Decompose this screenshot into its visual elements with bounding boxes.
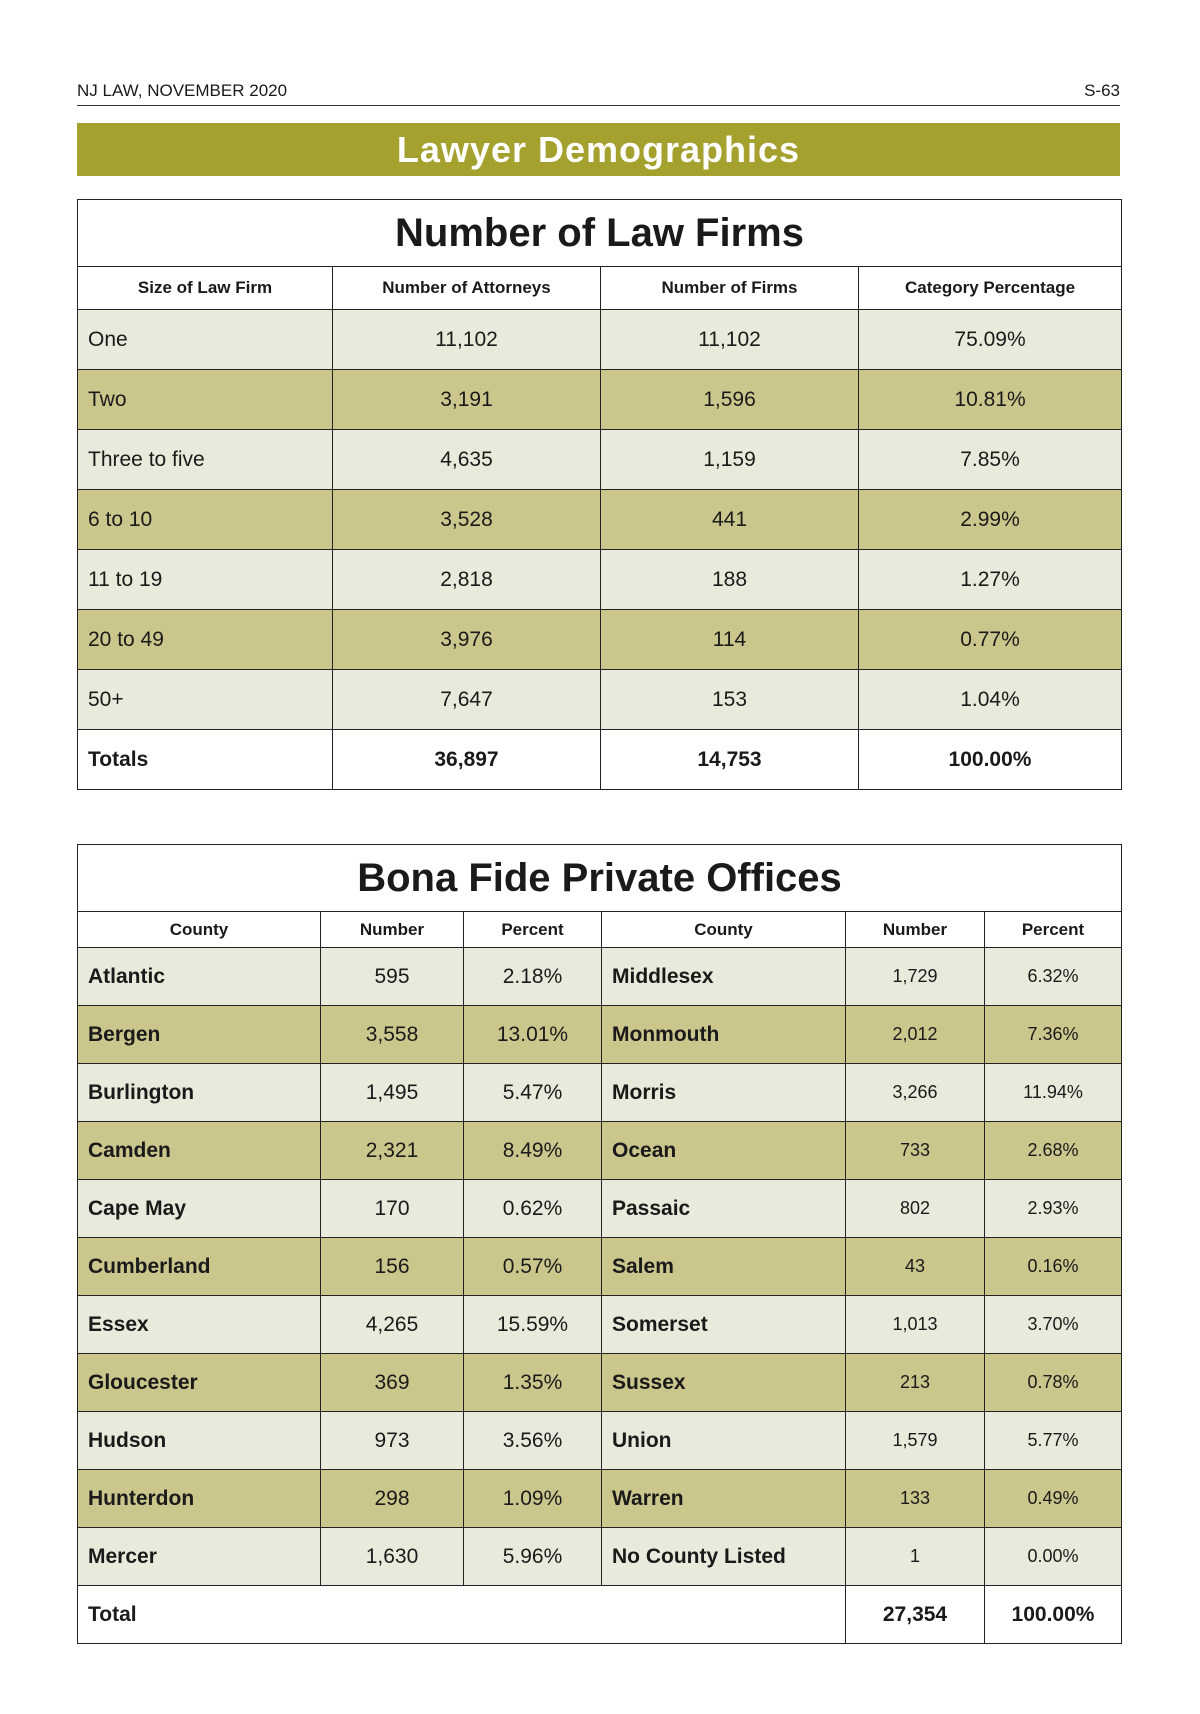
total-value: 14,753 <box>601 730 859 790</box>
value-cell: 298 <box>321 1470 464 1528</box>
totals-label: Totals <box>78 730 333 790</box>
value-cell: 1 <box>846 1528 985 1586</box>
value-cell: 1,596 <box>601 370 859 430</box>
firm-size-cell: 20 to 49 <box>78 610 333 670</box>
private-offices-title: Bona Fide Private Offices <box>78 845 1122 912</box>
value-cell: 11,102 <box>333 310 601 370</box>
column-header: Percent <box>985 912 1122 948</box>
value-cell: 2.18% <box>464 948 602 1006</box>
column-header: Percent <box>464 912 602 948</box>
section-banner: Lawyer Demographics <box>77 123 1120 176</box>
value-cell: 0.62% <box>464 1180 602 1238</box>
table-row <box>78 1528 1122 1586</box>
value-cell: 114 <box>601 610 859 670</box>
value-cell: 43 <box>846 1238 985 1296</box>
value-cell: 1,495 <box>321 1064 464 1122</box>
total-value: 36,897 <box>333 730 601 790</box>
value-cell: 3,976 <box>333 610 601 670</box>
column-header: Number <box>846 912 985 948</box>
county-name: Salem <box>602 1238 846 1296</box>
value-cell: 156 <box>321 1238 464 1296</box>
value-cell: 3.56% <box>464 1412 602 1470</box>
value-cell: 7.85% <box>859 430 1122 490</box>
column-header: County <box>78 912 321 948</box>
value-cell: 5.47% <box>464 1064 602 1122</box>
value-cell: 1.09% <box>464 1470 602 1528</box>
firm-size-cell: 50+ <box>78 670 333 730</box>
table-row <box>78 1180 1122 1238</box>
column-header: Category Percentage <box>859 267 1122 310</box>
value-cell: 973 <box>321 1412 464 1470</box>
county-name: Hunterdon <box>78 1470 321 1528</box>
county-name: Essex <box>78 1296 321 1354</box>
totals-label: Total <box>78 1586 846 1644</box>
value-cell: 3,191 <box>333 370 601 430</box>
county-name: Camden <box>78 1122 321 1180</box>
table-row <box>78 948 1122 1006</box>
total-value: 100.00% <box>859 730 1122 790</box>
table-row <box>78 1354 1122 1412</box>
value-cell: 5.77% <box>985 1412 1122 1470</box>
total-value: 100.00% <box>985 1586 1122 1644</box>
value-cell: 802 <box>846 1180 985 1238</box>
value-cell: 0.57% <box>464 1238 602 1296</box>
table-row <box>78 1412 1122 1470</box>
value-cell: 213 <box>846 1354 985 1412</box>
value-cell: 1,729 <box>846 948 985 1006</box>
county-name: Passaic <box>602 1180 846 1238</box>
table-row <box>78 1470 1122 1528</box>
county-name: Warren <box>602 1470 846 1528</box>
value-cell: 1.35% <box>464 1354 602 1412</box>
value-cell: 1.27% <box>859 550 1122 610</box>
value-cell: 8.49% <box>464 1122 602 1180</box>
value-cell: 2,012 <box>846 1006 985 1064</box>
value-cell: 2.93% <box>985 1180 1122 1238</box>
county-name: Somerset <box>602 1296 846 1354</box>
value-cell: 6.32% <box>985 948 1122 1006</box>
county-name: Burlington <box>78 1064 321 1122</box>
value-cell: 75.09% <box>859 310 1122 370</box>
value-cell: 13.01% <box>464 1006 602 1064</box>
value-cell: 595 <box>321 948 464 1006</box>
value-cell: 1,579 <box>846 1412 985 1470</box>
value-cell: 733 <box>846 1122 985 1180</box>
value-cell: 4,265 <box>321 1296 464 1354</box>
value-cell: 170 <box>321 1180 464 1238</box>
value-cell: 188 <box>601 550 859 610</box>
firm-size-cell: Two <box>78 370 333 430</box>
value-cell: 10.81% <box>859 370 1122 430</box>
firm-size-cell: 6 to 10 <box>78 490 333 550</box>
column-header: Number of Firms <box>601 267 859 310</box>
value-cell: 0.78% <box>985 1354 1122 1412</box>
table-row <box>78 1122 1122 1180</box>
value-cell: 11,102 <box>601 310 859 370</box>
value-cell: 3,528 <box>333 490 601 550</box>
table-row <box>78 430 1122 490</box>
table-row <box>78 310 1122 370</box>
table-row <box>78 370 1122 430</box>
table-row <box>78 1238 1122 1296</box>
publication-date: NJ LAW, NOVEMBER 2020 <box>77 81 288 100</box>
value-cell: 153 <box>601 670 859 730</box>
county-name: No County Listed <box>602 1528 846 1586</box>
county-name: Hudson <box>78 1412 321 1470</box>
value-cell: 369 <box>321 1354 464 1412</box>
value-cell: 3.70% <box>985 1296 1122 1354</box>
table-row <box>78 610 1122 670</box>
totals-row <box>78 730 1122 790</box>
value-cell: 1.04% <box>859 670 1122 730</box>
value-cell: 441 <box>601 490 859 550</box>
page-number: S-63 <box>1084 81 1120 100</box>
table-row <box>78 670 1122 730</box>
value-cell: 15.59% <box>464 1296 602 1354</box>
column-header: Number of Attorneys <box>333 267 601 310</box>
county-name: Morris <box>602 1064 846 1122</box>
value-cell: 1,013 <box>846 1296 985 1354</box>
value-cell: 3,558 <box>321 1006 464 1064</box>
law-firms-table <box>77 199 1122 790</box>
column-header: County <box>602 912 846 948</box>
value-cell: 4,635 <box>333 430 601 490</box>
value-cell: 1,630 <box>321 1528 464 1586</box>
value-cell: 0.77% <box>859 610 1122 670</box>
column-header: Number <box>321 912 464 948</box>
value-cell: 1,159 <box>601 430 859 490</box>
private-offices-table <box>77 844 1122 1644</box>
table-row <box>78 1006 1122 1064</box>
county-name: Cumberland <box>78 1238 321 1296</box>
law-firms-title: Number of Law Firms <box>78 200 1122 267</box>
page-header <box>77 81 1120 106</box>
value-cell: 11.94% <box>985 1064 1122 1122</box>
county-name: Monmouth <box>602 1006 846 1064</box>
totals-row <box>78 1586 1122 1644</box>
county-name: Gloucester <box>78 1354 321 1412</box>
value-cell: 2.68% <box>985 1122 1122 1180</box>
value-cell: 2,321 <box>321 1122 464 1180</box>
county-name: Bergen <box>78 1006 321 1064</box>
value-cell: 2,818 <box>333 550 601 610</box>
total-value: 27,354 <box>846 1586 985 1644</box>
county-name: Sussex <box>602 1354 846 1412</box>
value-cell: 7.36% <box>985 1006 1122 1064</box>
value-cell: 7,647 <box>333 670 601 730</box>
value-cell: 3,266 <box>846 1064 985 1122</box>
county-name: Cape May <box>78 1180 321 1238</box>
value-cell: 5.96% <box>464 1528 602 1586</box>
value-cell: 0.16% <box>985 1238 1122 1296</box>
value-cell: 133 <box>846 1470 985 1528</box>
county-name: Middlesex <box>602 948 846 1006</box>
table-row <box>78 550 1122 610</box>
value-cell: 0.49% <box>985 1470 1122 1528</box>
column-header: Size of Law Firm <box>78 267 333 310</box>
table-row <box>78 1296 1122 1354</box>
county-name: Ocean <box>602 1122 846 1180</box>
table-row <box>78 490 1122 550</box>
firm-size-cell: Three to five <box>78 430 333 490</box>
county-name: Mercer <box>78 1528 321 1586</box>
county-name: Union <box>602 1412 846 1470</box>
firm-size-cell: One <box>78 310 333 370</box>
value-cell: 2.99% <box>859 490 1122 550</box>
firm-size-cell: 11 to 19 <box>78 550 333 610</box>
table-row <box>78 1064 1122 1122</box>
county-name: Atlantic <box>78 948 321 1006</box>
value-cell: 0.00% <box>985 1528 1122 1586</box>
